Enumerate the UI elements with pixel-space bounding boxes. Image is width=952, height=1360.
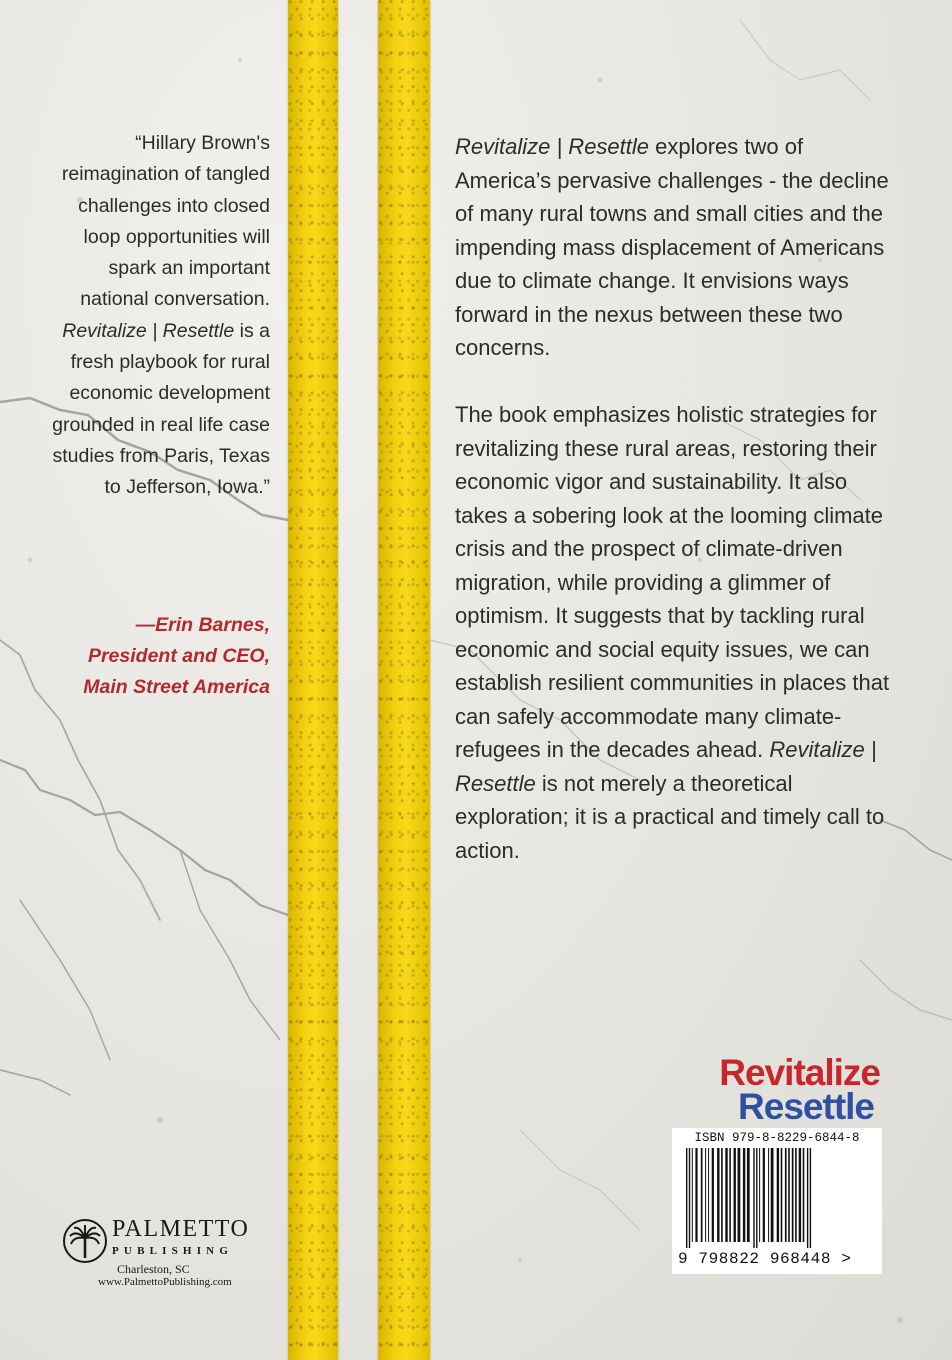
- quote-attribution: [40, 610, 270, 703]
- publisher-subtitle: PUBLISHING: [112, 1245, 234, 1257]
- publisher-website: www.PalmettoPublishing.com: [98, 1276, 232, 1288]
- yellow-road-stripe-right: [378, 0, 430, 1360]
- barcode-bar: [701, 1148, 703, 1242]
- paragraph-1-book-title: Revitalize | Resettle: [455, 134, 650, 159]
- isbn-barcode: [672, 1128, 882, 1274]
- barcode-bar: [785, 1148, 787, 1242]
- barcode-bar: [729, 1148, 731, 1242]
- barcode-bar: [792, 1148, 794, 1242]
- barcode-bar: [734, 1148, 736, 1242]
- barcode-bar: [725, 1148, 727, 1242]
- attribution-name: —Erin Barnes,: [135, 614, 270, 636]
- isbn-label: ISBN 979-8-8229-6844-8: [694, 1131, 860, 1145]
- barcode-bar: [705, 1148, 706, 1242]
- quote-text-2: is a fresh playbook for rural economic development grounded in real life case studies from Paris, Texas to Jefferson, Iowa.”: [52, 319, 270, 499]
- barcode-bar: [768, 1148, 769, 1242]
- book-title-logo: [660, 1052, 880, 1127]
- paragraph-2-book-title: Revitalize | Resettle: [455, 737, 877, 796]
- barcode-bar: [747, 1148, 750, 1242]
- barcode-bar: [743, 1148, 745, 1242]
- barcode-bar: [777, 1148, 779, 1242]
- logo-revitalize: Revitalize: [719, 1052, 880, 1093]
- barcode-bar: [810, 1148, 811, 1248]
- barcode-bar: [771, 1148, 774, 1242]
- barcode-bar: [738, 1148, 741, 1242]
- palmetto-tree-icon: [62, 1218, 108, 1264]
- paragraph-2-text-a: The book emphasizes holistic strategies for revitalizing these rural areas, restoring their economic vigor and sustainability. It also takes a sobering look at the looming climate crisis and the prospect of climate-driven migration, while providing a glimmer of optimism. It suggests that by tackling rural economic and social equity issues, we can establish resilient communities in places that can safely accommodate many climate-refugees in the decades ahead.: [455, 402, 890, 762]
- barcode-bar: [695, 1148, 697, 1242]
- description-paragraph-1: [455, 130, 895, 365]
- barcode-bar: [689, 1148, 690, 1248]
- publisher-name: PALMETTO: [112, 1216, 250, 1242]
- barcode-bar: [712, 1148, 714, 1242]
- barcode-digits: 9 798822 968448 >: [678, 1250, 852, 1268]
- quote-book-title: Revitalize | Resettle: [62, 319, 235, 342]
- logo-resettle: Resettle: [738, 1086, 874, 1127]
- paragraph-1-text: explores two of America’s pervasive challenges - the decline of many rural towns and small cities and the impending mass displacement of Americans due to climate change. It envisions ways forward in the nexus between these two concerns.: [455, 134, 889, 360]
- attribution-role: President and CEO,: [87, 645, 270, 667]
- attribution-org: Main Street America: [83, 676, 270, 698]
- description-paragraph-2: [455, 398, 895, 867]
- paragraph-2-text-b: is not merely a theoretical exploration; it is a practical and timely call to action.: [455, 770, 885, 863]
- barcode-bar: [799, 1148, 801, 1242]
- barcode-bar: [803, 1148, 805, 1242]
- barcode-bar: [708, 1148, 709, 1242]
- barcode-bar: [781, 1148, 783, 1242]
- publisher-city: Charleston, SC: [117, 1262, 190, 1276]
- barcode-bar: [753, 1148, 754, 1248]
- barcode-bar: [692, 1148, 693, 1242]
- barcode-bar: [686, 1148, 687, 1248]
- book-description: [455, 130, 895, 867]
- yellow-road-stripe-left: [288, 0, 338, 1360]
- endorsement-quote: [40, 128, 270, 504]
- barcode-bar: [721, 1148, 723, 1242]
- barcode-bar: [763, 1148, 765, 1242]
- barcode-bar: [788, 1148, 790, 1242]
- barcode-bar: [756, 1148, 757, 1248]
- barcode-bar: [795, 1148, 797, 1242]
- barcode-bar: [717, 1148, 719, 1242]
- barcode-bar: [807, 1148, 808, 1248]
- barcode-bar: [759, 1148, 760, 1242]
- quote-text-1: “Hillary Brown's reimagination of tangled challenges into closed loop opportunities will spark an important national conversation.: [61, 132, 270, 311]
- barcode-bars: [682, 1148, 872, 1248]
